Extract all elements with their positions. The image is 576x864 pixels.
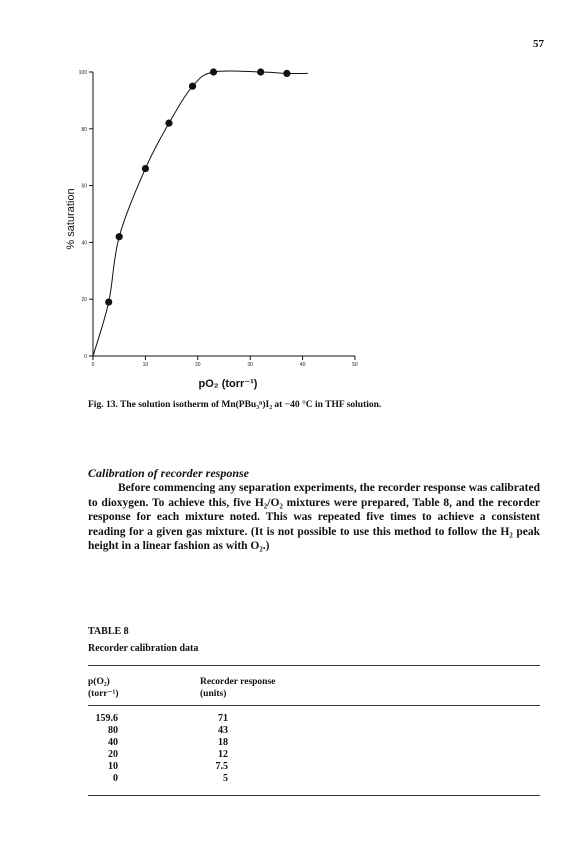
table-col1-header (88, 676, 119, 700)
chart-ticks (79, 70, 358, 368)
table-cell-response: 71 (218, 713, 228, 724)
data-point (257, 68, 264, 75)
table-col2-header-line2: (units) (200, 689, 227, 699)
table-bottom-rule (88, 795, 540, 796)
table-col2-header-line1: Recorder response (200, 677, 276, 687)
x-tick-label: 50 (352, 362, 358, 368)
body-paragraph (88, 481, 540, 554)
section-heading: Calibration of recorder response (88, 466, 250, 480)
table-cell-po2: 40 (108, 737, 118, 748)
x-tick-label: 0 (91, 362, 95, 368)
y-tick-label: 100 (78, 70, 87, 76)
table-col1-header-line1: p(O₂) (88, 677, 110, 687)
isotherm-chart (0, 0, 576, 400)
table-col1-header-line2: (torr⁻¹) (88, 689, 119, 699)
chart-curve-layer (93, 71, 308, 356)
page-number: 57 (533, 38, 544, 50)
data-point (210, 68, 217, 75)
table-cell-response: 43 (218, 725, 228, 736)
y-tick-label: 0 (84, 354, 87, 360)
x-tick-label: 10 (142, 362, 149, 368)
table-top-rule (88, 665, 540, 666)
x-tick-label: 40 (299, 362, 306, 368)
table-cell-response: 18 (218, 737, 228, 748)
chart-axes (93, 72, 355, 356)
y-tick-label: 80 (81, 126, 87, 133)
table-header-rule (88, 705, 540, 706)
table-cell-po2: 20 (108, 749, 118, 760)
chart-points-layer (105, 68, 290, 305)
table-cell-po2: 10 (108, 761, 118, 772)
table-cell-response: 12 (218, 749, 228, 760)
y-tick-label: 40 (81, 240, 87, 247)
table-cell-response: 5 (223, 773, 228, 784)
x-tick-label: 20 (195, 362, 201, 368)
chart-y-axis-label: % saturation (65, 188, 77, 250)
chart-x-axis-label: pO₂ (torr⁻¹) (198, 378, 258, 390)
isotherm-curve (93, 71, 308, 356)
table-caption: Recorder calibration data (88, 643, 199, 654)
body-paragraph-text: Before commencing any separation experiments, the recorder response was calibrated to dioxygen. To achieve this, five H₂/O₂ mixtures were prepared, Table 8, and the recorder response for each mixture noted. This was repeated five times to achieve a consistent reading for a given gas mixture. (It is not possible to use this method to follow the H₂ peak height in a linear fashion as with O₂.) (88, 482, 540, 553)
y-tick-label: 60 (81, 183, 87, 190)
x-tick-label: 30 (247, 362, 253, 368)
data-point (165, 120, 172, 127)
data-point (142, 165, 149, 172)
y-tick-label: 20 (81, 297, 87, 304)
table-cell-response: 7.5 (215, 761, 228, 772)
table-col2-header (200, 676, 275, 700)
table-cell-po2: 159.6 (95, 713, 118, 724)
data-point (116, 233, 123, 240)
table-title: TABLE 8 (88, 626, 129, 637)
figure-caption: Fig. 13. The solution isotherm of Mn(PBu₃ⁿ)I₂ at −40 °C in THF solution. (88, 400, 382, 410)
data-point (189, 83, 196, 90)
table-cell-po2: 0 (113, 773, 118, 784)
data-point (105, 298, 112, 305)
data-point (283, 70, 290, 77)
table-cell-po2: 80 (108, 725, 118, 736)
